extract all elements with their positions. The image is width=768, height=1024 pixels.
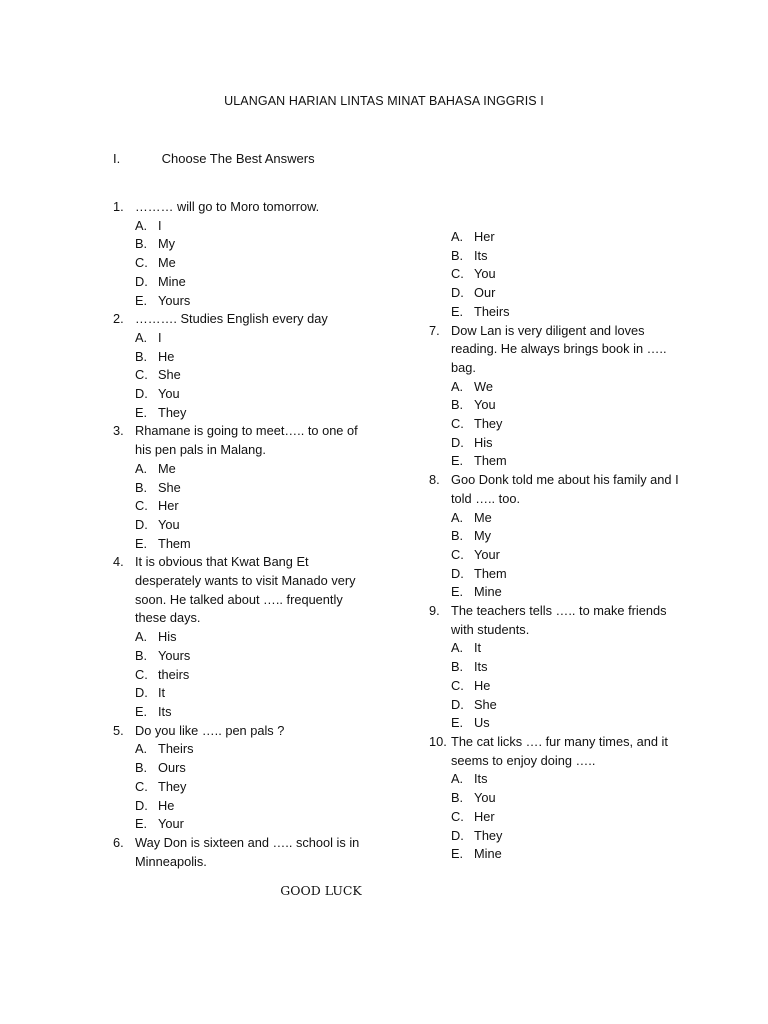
option-text: She: [474, 696, 497, 712]
answer-option: [429, 396, 689, 415]
option-text: You: [474, 266, 496, 282]
answer-option: [113, 404, 363, 423]
question-8: [429, 471, 689, 508]
option-letter: A.: [451, 771, 464, 787]
page-title: ULANGAN HARIAN LINTAS MINAT BAHASA INGGRIS I: [224, 94, 544, 108]
option-text: Her: [158, 498, 179, 514]
option-letter: C.: [451, 808, 464, 824]
option-text: They: [158, 778, 187, 794]
answer-option: [113, 479, 363, 498]
option-letter: C.: [135, 367, 148, 383]
answer-option: [113, 366, 363, 385]
option-letter: C.: [135, 666, 148, 682]
option-text: Them: [474, 565, 507, 581]
answer-option: [429, 228, 689, 247]
answer-option: [429, 677, 689, 696]
answer-option: [429, 808, 689, 827]
option-text: Its: [474, 659, 488, 675]
option-letter: D.: [135, 797, 148, 813]
option-letter: C.: [451, 677, 464, 693]
question-text: The cat licks …. fur many times, and it seems to enjoy doing …..: [451, 733, 668, 768]
option-letter: C.: [135, 255, 148, 271]
question-number: 3.: [113, 423, 124, 439]
left-column: [113, 198, 363, 871]
answer-option: [429, 696, 689, 715]
option-text: We: [474, 378, 493, 394]
section-heading: [113, 151, 315, 166]
option-letter: A.: [135, 741, 148, 757]
option-letter: E.: [451, 303, 464, 319]
option-letter: A.: [451, 509, 464, 525]
answer-option: [429, 265, 689, 284]
answer-option: [429, 378, 689, 397]
answer-option: [113, 235, 363, 254]
question-text: Dow Lan is very diligent and loves reading. He always brings book in ….. bag.: [451, 322, 667, 375]
answer-option: [429, 415, 689, 434]
question-text: ……… will go to Moro tomorrow.: [135, 199, 320, 214]
answer-option: [113, 535, 363, 554]
answer-option: [429, 546, 689, 565]
question-5: [113, 722, 363, 741]
option-text: It: [474, 640, 482, 656]
option-text: Your: [474, 546, 500, 562]
option-text: Her: [474, 808, 495, 824]
option-letter: A.: [135, 217, 148, 233]
question-text: It is obvious that Kwat Bang Et desperately wants to visit Manado very soon. He talked about ….. frequently these days.: [135, 554, 356, 626]
option-text: Its: [474, 247, 488, 263]
option-text: I: [158, 329, 162, 345]
option-letter: E.: [135, 292, 148, 308]
option-text: Them: [158, 535, 191, 551]
answer-option: [113, 217, 363, 236]
answer-option: [429, 284, 689, 303]
question-text: Rhamane is going to meet….. to one of his pen pals in Malang.: [135, 423, 358, 458]
option-letter: E.: [135, 703, 148, 719]
option-text: His: [158, 629, 177, 645]
answer-option: [113, 778, 363, 797]
option-letter: E.: [451, 453, 464, 469]
answer-option: [113, 628, 363, 647]
option-text: You: [158, 516, 180, 532]
option-text: She: [158, 479, 181, 495]
option-text: You: [474, 397, 496, 413]
answer-option: [429, 714, 689, 733]
answer-option: [429, 527, 689, 546]
question-2: [113, 310, 363, 329]
option-letter: A.: [451, 640, 464, 656]
option-letter: D.: [135, 516, 148, 532]
question-4: [113, 553, 363, 628]
option-letter: D.: [451, 565, 464, 581]
question-number: 10.: [429, 733, 447, 749]
answer-option: [113, 329, 363, 348]
option-letter: C.: [135, 498, 148, 514]
option-text: Theirs: [158, 741, 194, 757]
option-letter: A.: [451, 378, 464, 394]
option-letter: D.: [451, 434, 464, 450]
option-letter: D.: [451, 696, 464, 712]
question-number: 5.: [113, 722, 124, 738]
question-3: [113, 422, 363, 459]
option-text: Them: [474, 453, 507, 469]
answer-option: [113, 647, 363, 666]
option-text: Our: [474, 285, 496, 301]
question-7: [429, 322, 689, 378]
option-letter: E.: [135, 816, 148, 832]
option-text: My: [158, 236, 176, 252]
option-text: He: [158, 348, 175, 364]
answer-option: [113, 292, 363, 311]
option-letter: B.: [135, 348, 148, 364]
option-text: Me: [474, 509, 492, 525]
option-text: Us: [474, 715, 490, 731]
option-letter: C.: [135, 778, 148, 794]
option-letter: E.: [135, 404, 148, 420]
option-text: He: [474, 677, 491, 693]
answer-option: [113, 254, 363, 273]
option-letter: B.: [135, 236, 148, 252]
option-letter: A.: [135, 629, 148, 645]
question-6: [113, 834, 363, 871]
option-text: theirs: [158, 666, 190, 682]
answer-option: [429, 434, 689, 453]
answer-option: [429, 845, 689, 864]
option-letter: D.: [451, 285, 464, 301]
answer-option: [429, 827, 689, 846]
option-letter: A.: [135, 460, 148, 476]
question-text: Do you like ….. pen pals ?: [135, 722, 285, 738]
answer-option: [113, 703, 363, 722]
question-number: 7.: [429, 322, 440, 338]
option-letter: B.: [451, 397, 464, 413]
question-number: 6.: [113, 834, 124, 850]
option-text: They: [474, 827, 503, 843]
question-9: [429, 602, 689, 639]
answer-option: [113, 460, 363, 479]
option-letter: E.: [135, 535, 148, 551]
option-text: I: [158, 217, 162, 233]
answer-option: [429, 303, 689, 322]
option-letter: B.: [451, 247, 464, 263]
question-1: [113, 198, 363, 217]
option-text: They: [158, 404, 187, 420]
option-letter: D.: [135, 685, 148, 701]
answer-option: [113, 348, 363, 367]
answer-option: [429, 247, 689, 266]
question-number: 9.: [429, 603, 440, 619]
option-letter: D.: [135, 273, 148, 289]
section-label: Choose The Best Answers: [161, 151, 315, 166]
option-text: Me: [158, 460, 176, 476]
option-text: Yours: [158, 292, 191, 308]
option-text: It: [158, 685, 166, 701]
option-text: Yours: [158, 647, 191, 663]
option-text: You: [474, 790, 496, 806]
option-text: They: [474, 416, 503, 432]
answer-option: [113, 759, 363, 778]
answer-option: [113, 497, 363, 516]
question-10: [429, 733, 689, 770]
option-text: Her: [474, 229, 495, 244]
option-letter: B.: [135, 760, 148, 776]
option-text: Its: [474, 771, 488, 787]
option-text: His: [474, 434, 493, 450]
option-letter: A.: [451, 229, 464, 244]
option-letter: B.: [451, 659, 464, 675]
section-number: I.: [113, 151, 121, 166]
option-letter: B.: [451, 790, 464, 806]
footer-text: GOOD LUCK: [280, 883, 362, 898]
option-text: He: [158, 797, 175, 813]
question-number: 8.: [429, 472, 440, 488]
option-letter: E.: [451, 846, 464, 862]
answer-option: [113, 666, 363, 685]
answer-option: [113, 385, 363, 404]
answer-option: [113, 684, 363, 703]
option-letter: D.: [135, 386, 148, 402]
answer-option: [113, 273, 363, 292]
answer-option: [429, 583, 689, 602]
option-text: Me: [158, 255, 176, 271]
option-letter: B.: [451, 528, 464, 544]
option-text: She: [158, 367, 181, 383]
question-number: 2.: [113, 311, 124, 327]
option-letter: E.: [451, 584, 464, 600]
answer-option: [429, 789, 689, 808]
option-text: Theirs: [474, 303, 510, 319]
answer-option: [429, 639, 689, 658]
answer-option: [429, 565, 689, 584]
answer-option: [429, 770, 689, 789]
answer-option: [429, 658, 689, 677]
answer-option: [113, 740, 363, 759]
option-text: Ours: [158, 760, 186, 776]
option-letter: C.: [451, 416, 464, 432]
answer-option: [113, 516, 363, 535]
option-letter: C.: [451, 266, 464, 282]
option-text: Mine: [158, 273, 186, 289]
answer-option: [113, 797, 363, 816]
question-number: 1.: [113, 199, 124, 214]
option-text: My: [474, 528, 492, 544]
option-letter: B.: [135, 479, 148, 495]
answer-option: [429, 452, 689, 471]
question-text: Goo Donk told me about his family and I told ….. too.: [451, 472, 679, 506]
answer-option: [113, 815, 363, 834]
question-number: 4.: [113, 554, 124, 570]
option-text: Your: [158, 816, 184, 832]
option-text: You: [158, 386, 180, 402]
option-text: Mine: [474, 584, 502, 600]
question-text: Way Don is sixteen and ….. school is in Minneapolis.: [135, 834, 360, 869]
option-letter: E.: [451, 715, 464, 731]
answer-option: [429, 509, 689, 528]
option-letter: C.: [451, 546, 464, 562]
option-letter: B.: [135, 647, 148, 663]
option-text: Its: [158, 703, 172, 719]
option-letter: A.: [135, 329, 148, 345]
option-letter: D.: [451, 827, 464, 843]
question-text: The teachers tells ….. to make friends with students.: [451, 603, 667, 637]
right-column: [429, 228, 689, 864]
option-text: Mine: [474, 846, 502, 862]
question-text: ………. Studies English every day: [135, 311, 328, 327]
